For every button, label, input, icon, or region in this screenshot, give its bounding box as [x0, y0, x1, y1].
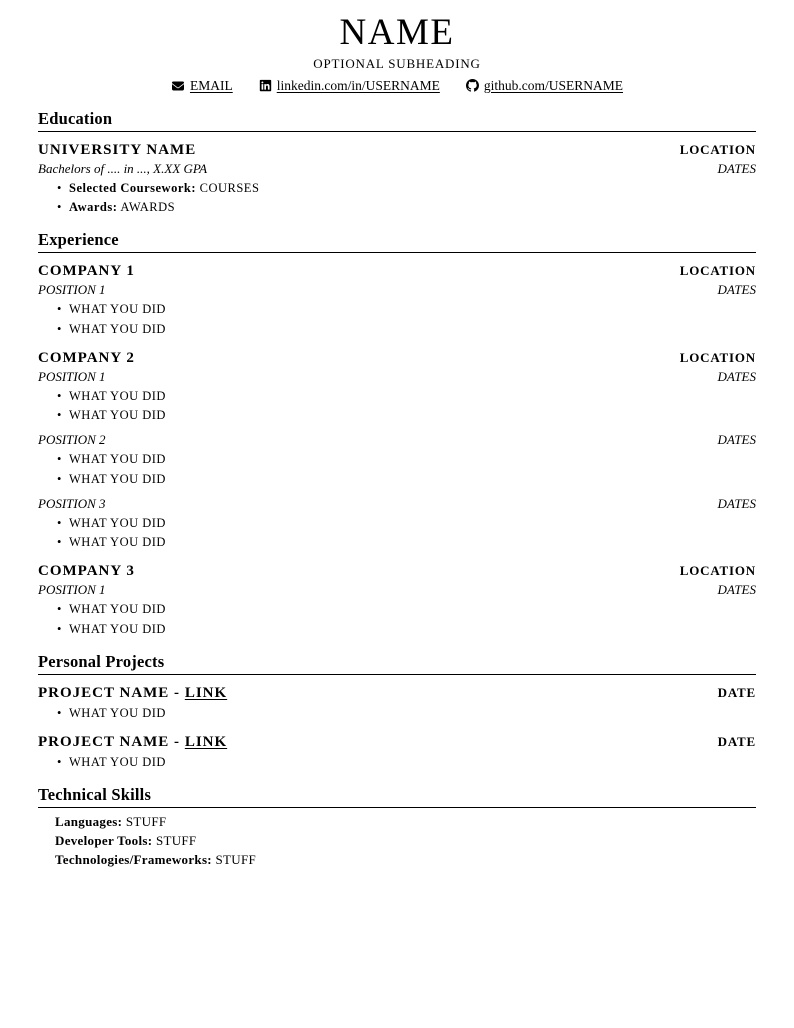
education-sub-row	[38, 161, 756, 177]
position-block	[38, 282, 756, 337]
company-location: LOCATION	[679, 563, 756, 579]
position-head-row	[38, 582, 756, 598]
awards-bullet	[55, 199, 756, 215]
position-title: POSITION 1	[38, 368, 106, 384]
contact-github	[466, 78, 623, 94]
position-title: POSITION 1	[38, 582, 106, 598]
skill-label: Languages:	[55, 814, 123, 830]
projects-section-title: Personal Projects	[38, 652, 756, 675]
position-dates: DATES	[717, 432, 756, 448]
experience-bullet: • WHAT YOU DID	[55, 407, 756, 423]
skill-label: Developer Tools:	[55, 833, 153, 849]
experience-bullet: • WHAT YOU DID	[55, 451, 756, 467]
skills-section	[38, 785, 756, 868]
position-title: POSITION 3	[38, 495, 106, 511]
project-date: DATE	[717, 734, 756, 750]
company-entry-2	[38, 350, 756, 551]
experience-section	[38, 230, 756, 637]
experience-bullet: • WHAT YOU DID	[55, 471, 756, 487]
position-bullets	[38, 601, 756, 637]
company-name: COMPANY 3	[38, 563, 135, 580]
linkedin-link[interactable]: linkedin.com/in/USERNAME	[276, 77, 440, 93]
project-head-row	[38, 685, 756, 702]
email-link[interactable]: EMAIL	[189, 77, 233, 93]
experience-bullet: • WHAT YOU DID	[55, 301, 756, 317]
position-dates: DATES	[717, 495, 756, 511]
company-entry-3	[38, 563, 756, 637]
company-name: COMPANY 2	[38, 349, 135, 366]
project-title	[38, 685, 227, 702]
project-bullet: • WHAT YOU DID	[55, 754, 756, 770]
position-dates: DATES	[717, 368, 756, 384]
university-name: UNIVERSITY NAME	[38, 141, 197, 158]
coursework-bullet	[55, 180, 756, 196]
education-location: LOCATION	[679, 141, 756, 157]
experience-section-title: Experience	[38, 230, 756, 253]
project-name-text: PROJECT NAME -	[38, 684, 181, 701]
position-head-row	[38, 496, 756, 512]
education-entry	[38, 142, 756, 216]
company-entry-1	[38, 263, 756, 337]
position-block	[38, 432, 756, 487]
subheading: OPTIONAL SUBHEADING	[313, 55, 481, 71]
contact-linkedin	[259, 78, 440, 94]
envelope-icon	[171, 80, 185, 92]
experience-bullet: • WHAT YOU DID	[55, 515, 756, 531]
position-head-row	[38, 282, 756, 298]
experience-bullet: • WHAT YOU DID	[55, 621, 756, 637]
linkedin-icon	[259, 79, 272, 92]
project-link[interactable]: LINK	[184, 684, 228, 701]
position-title: POSITION 1	[38, 282, 106, 298]
experience-bullet: • WHAT YOU DID	[55, 321, 756, 337]
company-location: LOCATION	[679, 263, 756, 279]
contact-row	[38, 78, 756, 94]
project-entry-2	[38, 734, 756, 770]
position-dates: DATES	[717, 582, 756, 598]
education-section-title: Education	[38, 109, 756, 132]
position-head-row	[38, 432, 756, 448]
project-bullets	[38, 705, 756, 721]
project-link[interactable]: LINK	[184, 734, 228, 751]
project-title	[38, 734, 227, 751]
skills-section-title: Technical Skills	[38, 785, 756, 808]
position-bullets	[38, 451, 756, 487]
position-block	[38, 582, 756, 637]
name-heading: NAME	[339, 12, 455, 53]
project-head-row	[38, 734, 756, 751]
project-entry-1	[38, 685, 756, 721]
position-bullets	[38, 301, 756, 337]
company-head-row	[38, 350, 756, 367]
skill-label: Technologies/Frameworks:	[55, 852, 212, 868]
awards-label: Awards:	[69, 200, 118, 215]
skill-line-languages	[55, 814, 756, 830]
position-dates: DATES	[717, 282, 756, 298]
education-head-row	[38, 142, 756, 159]
company-head-row	[38, 563, 756, 580]
company-location: LOCATION	[679, 349, 756, 365]
education-bullets	[38, 180, 756, 216]
company-name: COMPANY 1	[38, 263, 135, 280]
coursework-label: Selected Coursework:	[69, 180, 196, 195]
education-section	[38, 109, 756, 216]
contact-email	[171, 78, 233, 94]
position-block	[38, 369, 756, 424]
company-head-row	[38, 263, 756, 280]
experience-bullet: • WHAT YOU DID	[55, 601, 756, 617]
experience-bullet: • WHAT YOU DID	[55, 388, 756, 404]
coursework-value: COURSES	[199, 180, 260, 195]
github-link[interactable]: github.com/USERNAME	[483, 77, 623, 93]
position-bullets	[38, 515, 756, 551]
position-title: POSITION 2	[38, 432, 106, 448]
resume-header	[38, 14, 756, 94]
project-date: DATE	[717, 684, 756, 700]
awards-value: AWARDS	[120, 200, 176, 215]
skills-list	[55, 814, 756, 868]
project-bullet: • WHAT YOU DID	[55, 705, 756, 721]
project-name-text: PROJECT NAME -	[38, 734, 181, 751]
skill-value: STUFF	[155, 833, 197, 849]
degree-text: Bachelors of .... in ..., X.XX GPA	[38, 160, 208, 176]
position-block	[38, 496, 756, 551]
skill-value: STUFF	[125, 814, 167, 830]
project-bullets	[38, 754, 756, 770]
skill-line-developer-tools	[55, 833, 756, 849]
education-dates: DATES	[717, 160, 756, 176]
experience-bullet: • WHAT YOU DID	[55, 534, 756, 550]
skill-value: STUFF	[215, 852, 257, 868]
github-icon	[466, 79, 479, 92]
skill-line-technologies	[55, 852, 756, 868]
position-bullets	[38, 388, 756, 424]
projects-section	[38, 652, 756, 771]
position-head-row	[38, 369, 756, 385]
